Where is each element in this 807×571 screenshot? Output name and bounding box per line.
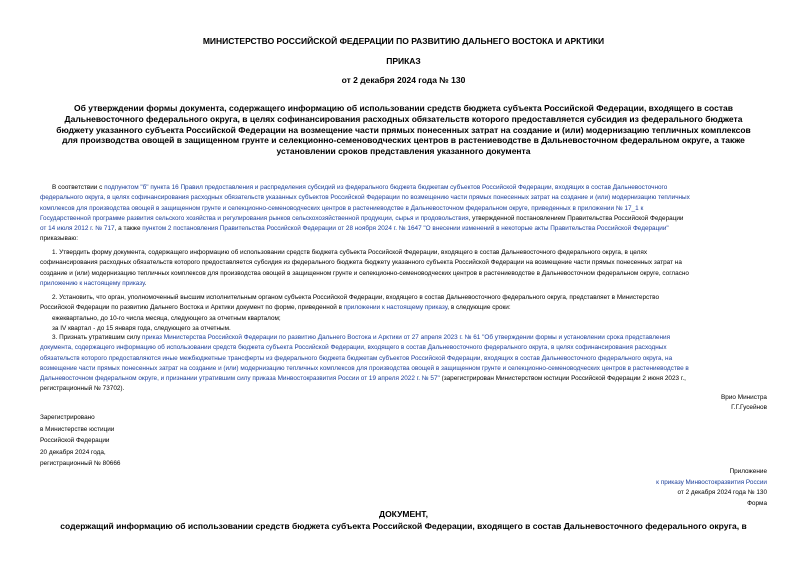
rules-subparagraph-link[interactable]: федерального округа, в целях софинансирования расходных обязательств указанных субъектов Российской Федерации по возмещению части прямых понесенных затрат на создание и (или) модернизацию тепличных [40, 194, 690, 202]
signatory-name: Г.Г.Гусейнов [731, 404, 767, 412]
repealed-order-link[interactable]: Дальневосточном федеральном округе, и признании утратившим силу приказа Минвостокразвития России от 19 апреля 2022 г. № 57" [40, 375, 440, 383]
order-title-line: установлении сроков представления указанного документа [276, 146, 531, 157]
form-document-subtitle: содержащий информацию об использовании средств бюджета субъекта Российской Федерации, входящего в состав Дальневосточного федерального округа, в [60, 521, 747, 531]
registration-line: Российской Федерации [40, 437, 110, 444]
order-title-line: Дальневосточного федерального округа, в целях софинансирования расходных обязательств которого предоставляется субсидия из федерального бюджета [64, 113, 743, 124]
government-resolution-1647-link[interactable]: пунктом 2 постановления Правительства Российской Федерации от 28 ноября 2024 г. № 1647 "О внесении изменений в некоторые акты Правительства Российской Федерации" [142, 225, 669, 233]
item-1-paragraph [40, 248, 786, 289]
registration-line: регистрационный № 80666 [40, 460, 121, 467]
preamble-text: , а также [114, 225, 143, 233]
repealed-order-link[interactable]: возмещение части прямых понесенных затрат на создание и (или) модернизацию тепличных комплексов для производства овощей в защищенном грунте и селекционно-семеноводческих центров в растениеводстве в [40, 364, 689, 372]
registration-line: в Министерстве юстиции [40, 425, 115, 433]
item-3-text: (зарегистрирован Министерством юстиции Российской Федерации 2 июня 2023 г., [439, 375, 686, 383]
item-1-text: 1. Утвердить форму документа, содержащего информацию об использовании средств бюджета субъекта Российской Федерации, входящего в состав Дальневосточного федерального округа, в целях [52, 249, 648, 256]
signature-block [721, 393, 767, 414]
repealed-order-link[interactable]: обязательств которого предоставляются иные межбюджетные трансферты из федерального бюджета бюджетам субъектов Российской Федерации, входящих в состав Дальневосточного федерального округа, на [40, 354, 673, 362]
item-1-text: . [144, 279, 147, 287]
appendix-header [656, 467, 767, 509]
item-2-paragraph [40, 293, 786, 334]
preamble-paragraph [40, 183, 786, 245]
preamble-text: В соответствии с [52, 184, 105, 191]
order-title-line: бюджету указанного субъекта Российской Федерации на возмещение части прямых понесенных затрат на создание и (или) модернизацию тепличных комплексов [56, 124, 751, 135]
item-2-text: 2. Установить, что орган, уполномоченный высшим исполнительным органом субъекта Российской Федерации, входящего в состав Дальневосточного федерального округа, представляет в Министерство [52, 294, 659, 301]
form-label: Форма [747, 499, 767, 507]
rules-subparagraph-link[interactable]: подпунктом "б" пункта 16 Правил предоставления и распределения субсидий из федерального бюджета бюджетам субъектов Российской Федерации, входящих в состав Дальневосточного [104, 184, 668, 191]
form-document-title: ДОКУМЕНТ, [379, 509, 428, 519]
registration-line: Зарегистрировано [40, 414, 95, 421]
rules-subparagraph-link[interactable]: комплексов для производства овощей в защищенном грунте и селекционно-семеноводческих центров в растениеводстве в Дальневосточном федеральном округе, приведенных в приложении № 17_1 к [40, 204, 644, 212]
state-program-link[interactable]: Государственной программе развития сельского хозяйства и регулирования рынков сельскохозяйственной продукции, сырья и продовольствия [40, 214, 469, 222]
order-date-number: от 2 декабря 2024 года № 130 [341, 75, 466, 85]
preamble-text: , утвержденной постановлением Правительства Российской Федерации [468, 214, 684, 222]
item-3-text: регистрационный № 73702). [40, 385, 125, 393]
item-3-text: 3. Признать утратившим силу [52, 334, 143, 341]
registration-block [40, 412, 120, 470]
appendix-label: Приложение [729, 468, 767, 475]
order-title-line: для производства овощей в защищенном грунте и селекционно-семеноводческих центров в растениеводстве в Дальневосточном федеральном округе, а также [62, 135, 745, 146]
item-2-deadline-quarterly: ежеквартально, до 10-го числа месяца, следующего за отчетным кварталом; [52, 314, 281, 322]
item-1-text: софинансирования расходных обязательств которого предоставляется субсидия из федерального бюджета бюджету указанного субъекта Российской Федерации на возмещение части прямых понесенных затрат на [40, 259, 682, 267]
appendix-order-link[interactable]: к приказу Минвостокразвития России [656, 478, 767, 486]
appendix-link[interactable]: приложению к настоящему приказу [40, 279, 145, 287]
item-2-deadline-q4: за IV квартал - до 15 января года, следующего за отчетным. [52, 324, 231, 332]
registration-line: 20 декабря 2024 года, [40, 448, 106, 456]
government-resolution-717-link[interactable]: от 14 июля 2012 г. № 717 [40, 225, 115, 233]
order-title [0, 103, 807, 157]
appendix-link[interactable]: приложении к настоящему приказу [343, 304, 448, 312]
item-2-text: , в следующие сроки: [447, 304, 511, 312]
ministry-name: МИНИСТЕРСТВО РОССИЙСКОЙ ФЕДЕРАЦИИ ПО РАЗВИТИЮ ДАЛЬНЕГО ВОСТОКА И АРКТИКИ [202, 36, 605, 46]
signatory-position: Врио Министра [721, 394, 767, 401]
order-title-line: Об утверждении формы документа, содержащего информацию об использовании средств бюджета субъекта Российской Федерации, входящего в состав [74, 103, 733, 113]
document-type: ПРИКАЗ [386, 56, 421, 66]
item-3-paragraph [40, 333, 786, 395]
appendix-order-date: от 2 декабря 2024 года № 130 [677, 489, 767, 497]
item-1-text: создание и (или) модернизацию тепличных комплексов для производства овощей в защищенном грунте и селекционно-семеноводческих центров в растениеводстве в Дальневосточном федеральном округе, согласно [40, 269, 689, 277]
repealed-order-link[interactable]: документа, содержащего информацию об использовании средств бюджета субъекта Российской Федерации, входящего в состав Дальневосточного федерального округа, в целях софинансирования расходных [40, 344, 667, 352]
repealed-order-link[interactable]: приказ Министерства Российской Федерации по развитию Дальнего Востока и Арктики от 27 апреля 2023 г. № 61 "Об утверждении формы и установлении срока представления [142, 334, 671, 341]
item-2-text: Российской Федерации по развитию Дальнего Востока и Арктики документ по форме, приведенной в [40, 304, 344, 312]
preamble-conclusion: приказываю: [40, 235, 78, 243]
